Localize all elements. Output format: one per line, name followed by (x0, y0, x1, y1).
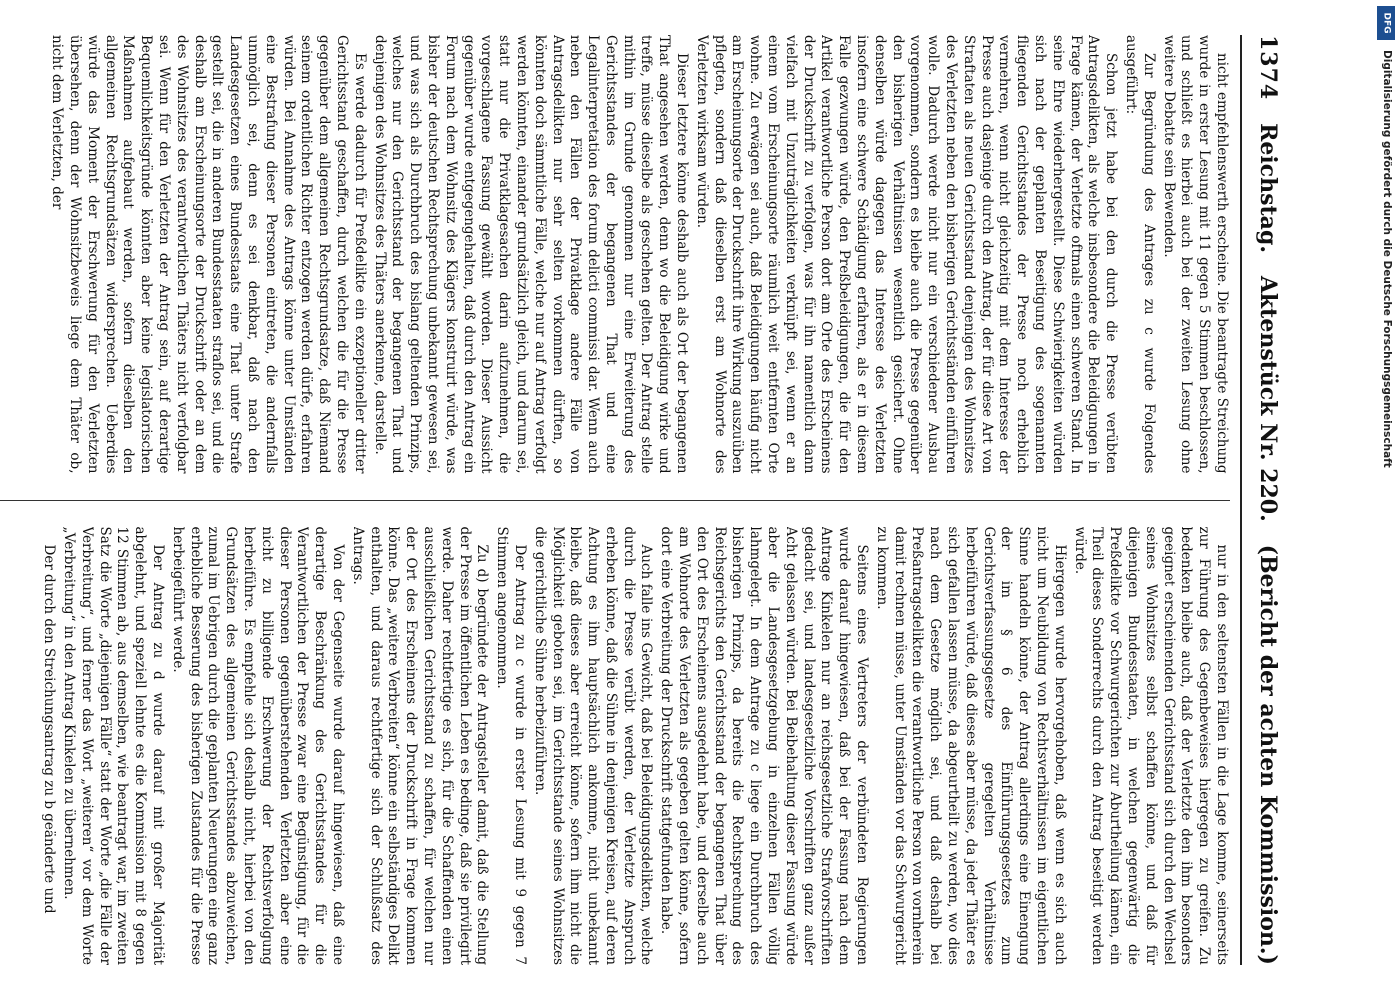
paragraph: Dieser letztere könne deshalb auch als Ort der begangenen That angesehen werden, denn wo die Beleidigung wirke und treffe, müsse dieselbe als geschehen gelten. Der Antrag stelle mithin im Grunde genommen nur eine Erweiterung des Gerichtsstandes der begangenen That und eine Legalinterpretation des forum delicti commissi dar. Wenn auch neben den Fällen der Privatklage andere Fälle von Antragsdelikten nur sehr selten vorkommen dürften, so könnten doch sämmtliche Fälle, welche nur auf Antrag verfolgt werden könnten, einander grundsätzlich gleich, und darum sei, statt nur die Privatklagesachen darin aufzunehmen, die vorgeschlagene Fassung gewählt worden. Dieser Aussicht gegenüber wurde entgegengehalten, daß durch den Antrag ein Forum nach dem Wohnsitz des Klägers konstruirt würde, was bisher der deutschen Rechtsprechung unbekannt gewesen sei, und was sich als Durchbruch des bislang geltenden Prinzips, welches nur den Gerichtsstand der begangenen That und denjenigen des Wohnsitzes des Thäters anerkenne, darstelle. (371, 35, 691, 474)
text-column-right (0, 527, 1230, 966)
paragraph: Der Antrag zu d wurde darauf mit großer Majorität abgelehnt, und speziell lehnte es die Kommission mit 8 gegen 12 Stimmen ab, aus demselben, wie beantragt war, im zweiten Satz die Worte „diejenigen Fälle“ statt der Worte „die Fälle der Verbreitung“, und ferner das Wort „weiteren“ vor dem Worte „Verbreitung“ in den Antrag Kinkelen zu übernehmen. (61, 526, 166, 965)
document-page (0, 15, 1310, 985)
section-title: (Bericht der achten Kommission.) (1255, 544, 1281, 965)
document-title: Aktenstück Nr. 220. (1255, 275, 1281, 522)
paragraph: Es werde dadurch für Preßdelikte ein exzeptioneller dritter Gerichtsstand geschaffen, durch welchen die für die Presse gegenüber dem allgemeinen Rechtsgrundsatze, daß Niemand seinem ordentlichen Richter entzogen werden dürfe, erfahren würden. Bei Annahme des Antrags könne unter Umständen eine Bestrafung dieser Personen eintreten, die andernfalls unmöglich sei, denn es sei denkbar, daß nach den Landesgesetzen eines Bundesstaats eine That unter Strafe gestellt sei, die in anderen Bundesstaaten straflos sei, und die deshalb am Erscheinungsorte der Druckschrift oder an dem des Wohnsitzes des verantwortlichen Thäters nicht verfolgbar sei. Wenn für den Verletzten der Antrag sein, auf derartige Bequemlichkeitsgründe könnten aber keine legislatorischen Maßnahmen aufgebaut werden, sofern dieselben den allgemeinen Rechtsgrundsätzen widersprechen. Ueberdies würde das Moment der Erschwerung für den Verletzten übersehen, denn der Wohnsitzbeweis liege dem Thäter ob, nicht dem Verletzten, der (49, 35, 368, 474)
page-header (1240, 35, 1288, 965)
text-column-left (0, 35, 1230, 474)
paragraph: Seitens eines Vertreters der verbündeten Regierungen wurde darauf hingewiesen, daß bei der Fassung nach dem Antrage Kinkelen nur an reichsgesetzliche Strafvorschriften gedacht sei, und landesgesetzliche Vorschriften ganz außer Acht gelassen würden. Bei Beibehaltung dieser Fassung würde aber die Landesgesetzgebung in einzelnen Fällen völlig lahmgelegt. In dem Antrage zu c liege ein Durchbruch des bisherigen Prinzips, da bereits die Rechtsprechung des Reichsgerichts den Gerichtsstand der begangenen That über den Ort des Erscheinens ausgedehnt habe, und derselbe auch am Wohnorte des Verletzten als gegeben gelten könne, sofern dort eine Verbreitung der Druckschrift stattgefunden habe. (658, 526, 871, 965)
paragraph: Der durch den Streichungsantrag zu b geänderte und (41, 544, 58, 914)
paragraph: Auch falle ins Gewicht, daß bei Beleidigungsdelikten, welche durch die Presse verübt werden, der Verletzte Anspruch erheben könne, daß die Sühne in denjenigen Kreisen, auf deren Achtung es ihm hauptsächlich ankomme, nicht unbekannt bleibe, daß dieses aber erreicht könne, sofern ihm nicht die Möglichkeit geboten sei, im Gerichtsstande seines Wohnsitzes die gerichtliche Sühne herbeizuführen. (531, 526, 655, 965)
paragraph: Hiergegen wurde hervorgehoben, daß wenn es sich auch nicht um Neubildung von Rechtsverhältnissen im eigentlichen Sinne handeln könne, der Antrag allerdings eine Einengung der im § 6 des Einführungsgesetzes zum Gerichtsverfassungsgesetze geregelten Verhältnisse herbeiführen würde, daß dieses aber müsse, da jeder Thäter es sich gefallen lassen müsse, da abgeurtheilt zu werden, wo dies nach dem Gesetze möglich sei, und daß deshalb bei Preßantragsdelikten die verantwortliche Person von vornherein damit rechnen müsse, unter Umständen vor das Schwurgericht zu kommen. (873, 526, 1068, 965)
paragraph: Schon jetzt habe bei den durch die Presse verübten Antragsdelikten, als welche insbesondere die Beleidigungen in Frage kämen, der Verletzte oftmals einen schweren Stand. In seine Ehre wiederhergestellt. Diese Schwierigkeiten würden sich nach der geplanten Beseitigung des sogenannten fliegenden Gerichtsstandes der Presse noch erheblich vermehren, wenn nicht gleichzeitig mit dem Interesse der Presse auch dasjenige durch den Antrag, der für diese Art von Straftaten als neuen Gerichtsstand denjenigen des Wohnsitzes des Verletzten neben den bisherigen Gerichtsständen einführen wolle. Dadurch werde nicht nur ein verschiedener Ausbau vorgenommen, sondern es bleibe auch die Presse gegenüber den bisherigen Verhältnissen wesentlich gesichert. Ohne denselben würde dagegen das Interesse des Verletzten insofern eine schwere Schädigung erfahren, als er in diesem Falle gezwungen würde, den Preßbeleidigungen, die für den Artikel verantwortliche Person dort am Orte des Erscheinens der Druckschrift zu verfolgen, was für ihn namentlich dann vielfach mit Unzuträglichkeiten verknüpft sei, wenn er an einem vom Erscheinungsorte räumlich weit entfernten Orte wohne. Zu erwägen sei auch, daß Beleidigungen häufig nicht am Erscheinungsorte der Druckschrift ihre Wirkung auszuüben pflegten, sondern daß dieselben erst am Wohnorte des Verletzten wirksam würden. (693, 35, 1120, 474)
page-number: 1374 (1255, 35, 1281, 101)
paragraph: Zu d) begründete der Antragsteller damit, daß die Stellung der Presse im öffentlichen Leben es bedinge, daß sie privilegirt werde. Daher rechtfertige es sich, für die Schaffenden einen ausschließlichen Gerichtsstand zu schaffen, für welchen nur der Ort des Erscheinens der Druckschrift in Frage kommen könne. Das „weitere Verbreiten“ könne ein selbständiges Delikt enthalten, und daraus rechtfertige sich der Schlußsatz des Antrags. (349, 526, 491, 965)
paragraph: nur in den seltensten Fällen in die Lage komme, seinerseits zur Führung des Gegenbeweises hiergegen zu greifen. Zu bedenken bleibe auch, daß der Verletzte den ihm besonders geeignet erscheinenden Gerichtsstand sich durch den Wechsel seines Wohnsitzes selbst schaffen könne, und daß für diejenigen Bundesstaaten, in welchen gegenwärtig die Preßdelikte vor Schwurgerichten zur Aburtheilung kämen, ein Theil dieses Sonderrechts durch den Antrag beseitigt werden würde. (1071, 526, 1230, 965)
text-columns (0, 35, 1230, 965)
paragraph: Der Antrag zu c wurde in erster Lesung mit 9 gegen 7 Stimmen angenommen. (494, 526, 528, 965)
paragraph: nicht empfehlenswerth erscheine. Die beantragte Streichung wurde in erster Lesung mit 11 gegen 5 Stimmen beschlossen, und schließt es hierbei auch bei der zweiten Lesung ohne weitere Debatte sein Bewenden. (1160, 35, 1230, 474)
paragraph: Von der Gegenseite wurde darauf hingewiesen, daß eine derartige Beschränkung des Gerichtsstandes für die Verantwortlichen der Presse zwar eine Begünstigung, für die dieser Personen gegenüberstehenden Verletzten aber eine nicht zu billigende Erschwerung der Rechtsverfolgung herbeiführe. Es empfehle sich deshalb nicht, hierbei von den Grundsätzen des allgemeinen Gerichtsstandes abzuweichen, zumal im Uebrigen durch die geplanten Neuerungen eine ganz erhebliche Besserung des bisherigen Zustandes für die Presse herbeigeführt werde. (169, 526, 346, 965)
column-divider (0, 500, 1230, 501)
running-title: Reichstag. (1255, 123, 1281, 253)
dfg-logo-icon: DFG (1377, 6, 1395, 40)
watermark-text: Digitalisierung gefördert durch die Deutsche Forschungsgemeinschaft (1381, 50, 1393, 468)
paragraph: Zur Begründung des Antrages zu c wurde Folgendes ausgeführt: (1123, 35, 1157, 474)
dfg-watermark (1375, 0, 1397, 1000)
